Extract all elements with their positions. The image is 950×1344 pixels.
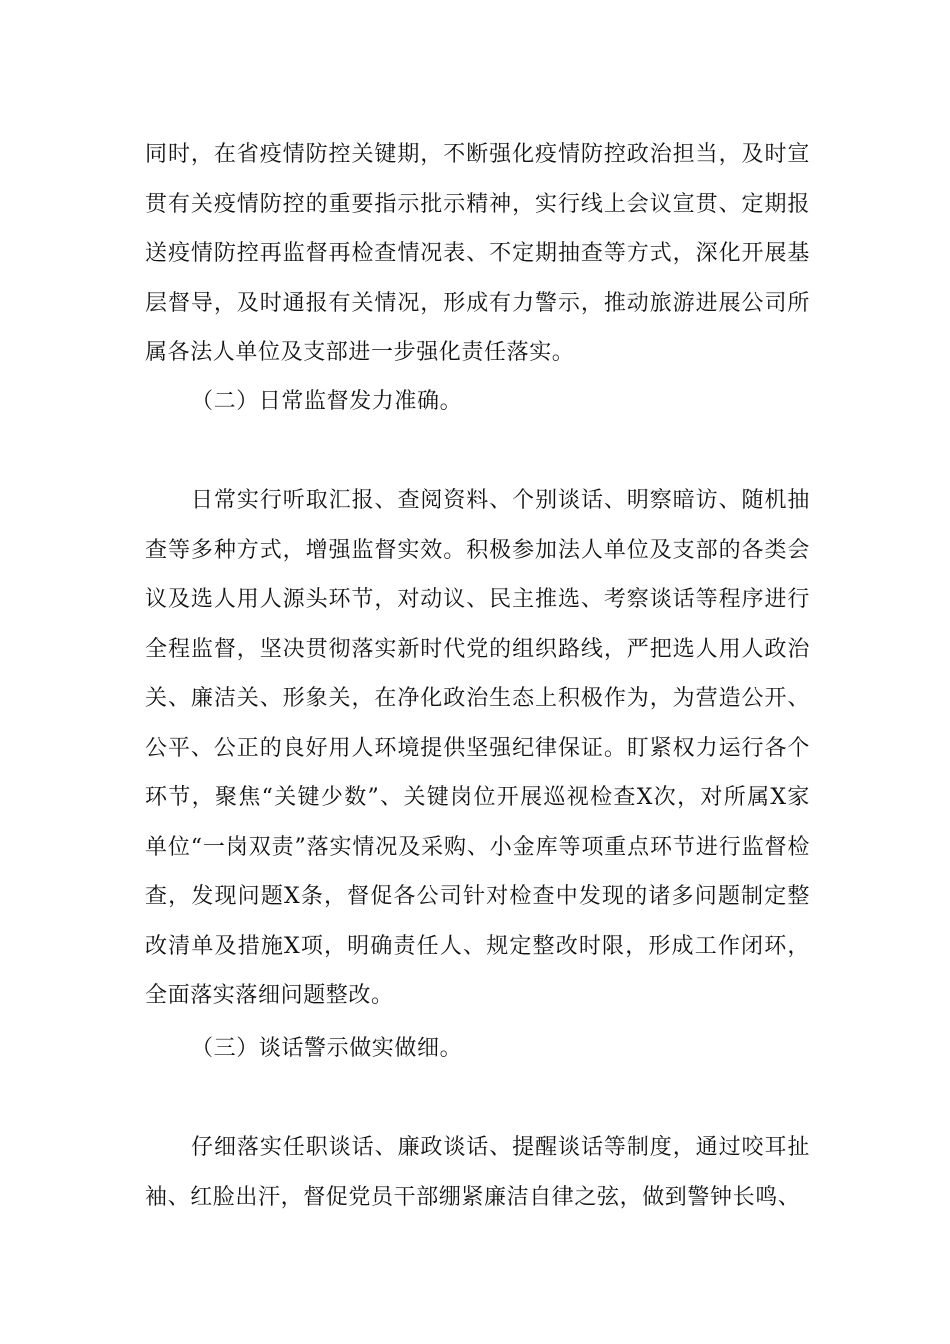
- paragraph-pandemic-supervision: 同时，在省疫情防控关键期，不断强化疫情防控政治担当，及时宣贯有关疫情防控的重要指示批示精神，实行线上会议宣贯、定期报送疫情防控再监督再检查情况表、不定期抽查等方式，深化开展基层督导，及时通报有关情况，形成有力警示，推动旅游进展公司所属各法人单位及支部进一步强化责任落实。: [145, 142, 810, 365]
- paragraph-warning-talks: 仔细落实任职谈话、廉政谈话、提醒谈话等制度，通过咬耳扯袖、红脸出汗，督促党员干部绷紧廉洁自律之弦，做到警钟长鸣、: [145, 1135, 810, 1210]
- section-heading-daily-supervision: （二）日常监督发力准确。: [191, 389, 463, 414]
- section-heading-warning-talks: （三）谈话警示做实做细。: [191, 1036, 463, 1061]
- paragraph-daily-supervision: 日常实行听取汇报、查阅资料、个别谈话、明察暗访、随机抽查等多种方式，增强监督实效。积极参加法人单位及支部的各类会议及选人用人源头环节，对动议、民主推选、考察谈话等程序进行全程监督，坚决贯彻落实新时代党的组织路线，严把选人用人政治关、廉洁关、形象关，在净化政治生态上积极作为，为营造公开、公平、公正的良好用人环境提供坚强纪律保证。盯紧权力运行各个环节，聚焦“关键少数”、关键岗位开展巡视检查X次，对所属X家单位“一岗双责”落实情况及采购、小金库等项重点环节进行监督检查，发现问题X条，督促各公司针对检查中发现的诸多问题制定整改清单及措施X项，明确责任人、规定整改时限，形成工作闭环，全面落实落细问题整改。: [145, 488, 810, 1008]
